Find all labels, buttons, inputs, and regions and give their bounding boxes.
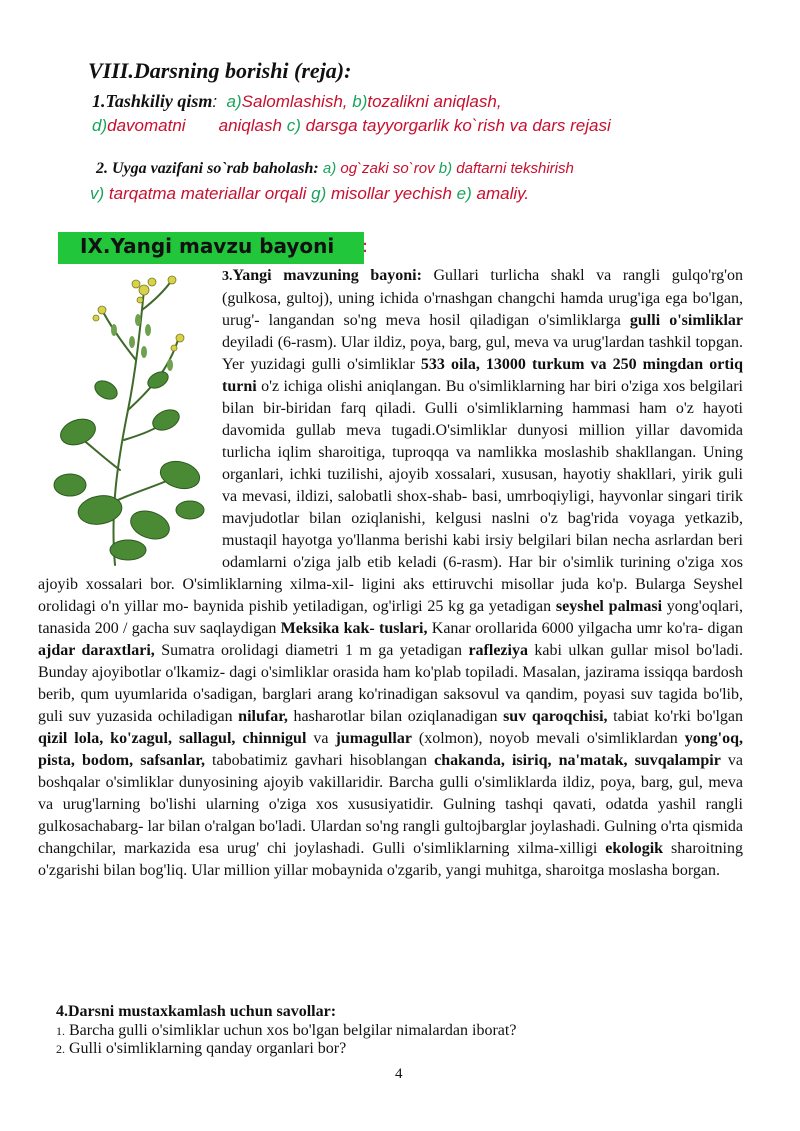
bold-term: ekologik	[605, 840, 664, 857]
section-9-title: IX.Yangi mavzu bayoni	[80, 234, 335, 258]
page-number: 4	[395, 1066, 403, 1082]
plan-line-1	[92, 91, 502, 112]
plan-item-2b: daftarni tekshirish	[456, 160, 574, 177]
text-run: deyiladi (6-rasm). Ular ildiz, poya, barg, gul, meva va urug'lardan tashkil topgan. Yer yuzidagi gulli o'simliklar	[222, 334, 743, 373]
plan-letter-c: c)	[286, 116, 301, 135]
plan-part-1-colon: :	[212, 92, 218, 111]
text-run: Gullari turlicha shakl va rangli gulqo'rg'on (gulkosa, gultoj), uning ichida o'rnashgan changchi hamda urug'iga ega bo'lgan, urug'- langandan so'ng meva hosil qiladigan o'simliklarga	[222, 267, 743, 329]
text-run: hasharotlar bilan oziqlanadigan	[287, 708, 504, 725]
plan-item-b: tozalikni aniqlash,	[367, 92, 502, 111]
bold-term: chakanda, isiriq, na'matak, suvqalampir	[434, 752, 721, 769]
bold-term: rafleziya	[468, 642, 528, 659]
plan-letter-e: e)	[456, 184, 472, 203]
text-run: va boshqalar o'simliklar dunyosining ajoyib vakillaridir. Barcha gulli o'simliklarda ildiz, poya, barg, gul, meva va urug'larning bo'lishi ularning o'ziga xos xususiyatidir. Gulning tashqi qavati, odatda yashil rangli gulkosachabarg- lar bilan o'ralgan bo'ladi. Ulardan so'ng rangli gultojbarglar joylashadi. Gulning o'rta qismida changchilar, markazida esa urug' chi joylashadi. Gulli o'simliklarning xilma-xilligi	[38, 752, 744, 857]
plan-item-g: misollar yechish	[330, 184, 452, 203]
plan-item-v: tarqatma materiallar orqali	[108, 184, 307, 203]
section-9-colon: :	[362, 236, 369, 257]
plan-letter-g: g)	[311, 184, 327, 203]
text-run: sharoitning o'zgarishi bilan bog'liq. Ular million yillar mobaynida o'zgarib, yangi muhitga, sharoitga moslasha borgan.	[38, 840, 743, 879]
image-wrap-space	[38, 265, 222, 573]
bold-term: nilufar,	[238, 708, 288, 725]
question-number: 1.	[56, 1024, 65, 1038]
plan-letter-a: a)	[226, 92, 242, 111]
plan-line-3	[96, 160, 574, 178]
bold-term: ajdar daraxtlari,	[38, 642, 155, 659]
plan-letter-d: d)	[92, 116, 108, 135]
plan-item-a: Salomlashish,	[241, 92, 348, 111]
topic-number: 3.	[222, 269, 233, 284]
bold-term: Meksika kak- tuslari,	[280, 620, 428, 637]
plan-item-e: amaliy.	[476, 184, 530, 203]
text-run: va	[306, 730, 336, 747]
bold-term: suv qaroqchisi,	[503, 708, 608, 725]
question-item	[56, 1040, 736, 1058]
bold-term: 533 oila, 13000 turkum va 250 mingdan ortiq turni	[222, 356, 744, 395]
plan-letter-2b: b)	[438, 160, 453, 177]
text-run: o'z ichiga olishi aniqlangan. Bu o'simliklarning har biri o'ziga xos belgilari bilan bir-biridan farq qiladi. Gulli o'simliklarning hammasi ham o'z hayoti davomida gullab meva tugadi.O'simliklar dunyosi million yillar davomida turlicha iqlim sharoitiga, tuproqqa va namlikka moslashib shakllangan. Uning organlari, ichki tuzilishi, ajoyib xossalari, xususan, hayotiy shakllari, yirik guli va mevasi, ildizi, salobatli shox-shab- basi, umrboqiyligi, hayvonlar singari tirik mavjudotlar bilan oziqlanishi, kelgusi naslni o'z bag'rida voyaga yetkazib, mustaqil hayotga yo'llanma berishi kabi irsiy belgilari bilan necha asrlardan beri odamlarni o'ziga jalb etib keladi (6-rasm). Har bir o'simlik turining o'ziga xos ajoyib xossalari bor. O'simliklarning xilma-xil- ligini aks ettiruvchi misollar juda ko'p. Bularga Seyshel orolidagi o'n yillar mo- baynida pishib yetiladigan, og'irligi 25 kg ga yetadigan	[38, 378, 743, 615]
bold-term: jumagullar	[335, 730, 412, 747]
plan-line-4	[90, 184, 529, 204]
plan-part-2-label: 2. Uyga vazifani so`rab baholash:	[96, 160, 319, 177]
text-run: tabobatimiz gavhari hisoblangan	[204, 752, 435, 769]
bold-term: yong'oq, pista, bodom, safsanlar,	[38, 730, 743, 769]
plan-part-1-label: 1.Tashkiliy qism	[92, 91, 213, 111]
text-run: (xolmon), noyob mevali o'simliklardan	[411, 730, 685, 747]
question-item	[56, 1022, 736, 1040]
plan-letter-v: v)	[90, 184, 105, 203]
plan-item-2a: og`zaki so`rov	[340, 160, 435, 177]
question-number: 2.	[56, 1042, 65, 1056]
text-run: kabi ulkan gullar misol bo'ladi. Bunday ajoyibotlar o'lkamiz- dagi o'simliklar orasida ham ko'plab topiladi. Masalan, jazirama issiqqa bardosh berib, qum uyumlarida o'sadigan, barglari arang ko'rinadigan saksovul va qandim, poyasi suv tagida bo'lib, guli suv yuzasida ochiladigan	[38, 642, 744, 725]
questions-title: 4.Darsni mustaxkamlash uchun savollar:	[56, 1003, 337, 1020]
plan-line-2	[92, 116, 611, 136]
plan-letter-2a: a)	[322, 160, 337, 177]
bold-term: qizil lola, ko'zagul, sallagul, chinnigul	[38, 730, 307, 747]
bold-term: gulli o'simliklar	[629, 312, 744, 329]
question-text: Gulli o'simliklarning qanday organlari bor?	[69, 1040, 347, 1057]
plan-item-c: darsga tayyorgarlik ko`rish va dars rejasi	[305, 116, 611, 135]
topic-heading: Yangi mavzuning bayoni:	[232, 267, 422, 284]
text-run: Sumatra orolidagi diametri 1 m ga yetadigan	[154, 642, 469, 659]
text-run: yong'oqlari, tanasida 200 / gacha suv saqlaydigan	[38, 598, 744, 637]
question-text: Barcha gulli o'simliklar uchun xos bo'lgan belgilar nimalardan iborat?	[69, 1022, 517, 1039]
new-topic-text	[38, 265, 743, 882]
plan-letter-b: b)	[352, 92, 368, 111]
bold-term: seyshel palmasi	[555, 598, 663, 615]
review-questions	[56, 1003, 736, 1058]
section-8-title: VIII.Darsning borishi (reja):	[88, 58, 352, 83]
text-run: Kanar orollarida 6000 yilgacha umr ko'ra- digan	[427, 620, 743, 637]
plan-item-d: davomatni aniqlash	[107, 116, 282, 135]
text-run: tabiat ko'rki bo'lgan	[607, 708, 743, 725]
